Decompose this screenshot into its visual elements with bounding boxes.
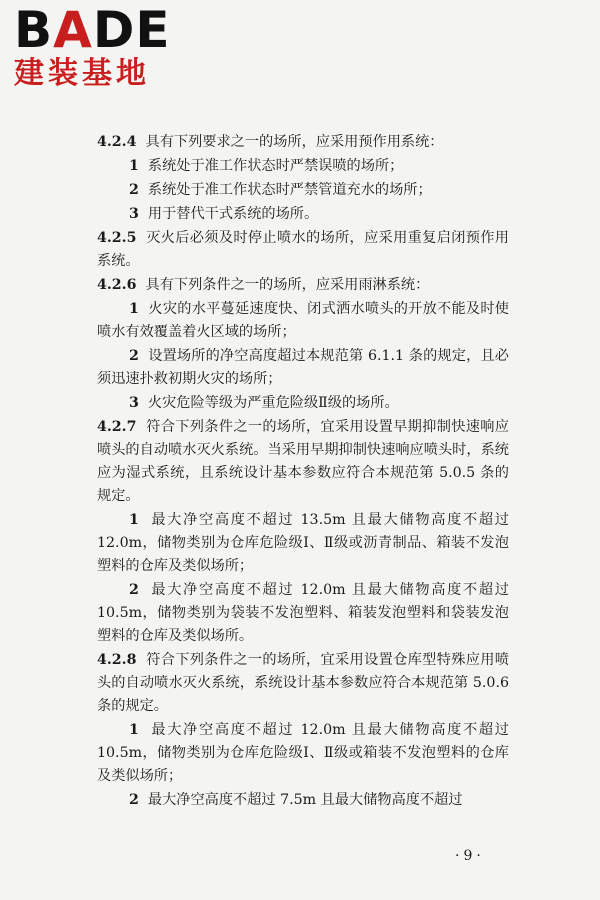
clause-4-2-4-item-3: 3 用于替代干式系统的场所。 — [129, 206, 319, 222]
clause-4-2-4-item-2: 2 系统处于准工作状态时严禁管道充水的场所； — [129, 182, 432, 198]
clause-4-2-4: 4.2.4 具有下列要求之一的场所，应采用预作用系统： — [97, 134, 444, 150]
clause-4-2-6-item-2: 2 设置场所的净空高度超过本规范第 6.1.1 条的规定，且必须迅速扑救初期火灾的场所； — [97, 348, 509, 387]
clause-4-2-4-item-1: 1 系统处于准工作状态时严禁误喷的场所； — [129, 158, 404, 174]
logo-wordmark: BADE — [14, 1, 171, 59]
logo-subtitle: 建装基地 — [14, 56, 150, 91]
bade-logo — [14, 1, 184, 96]
clause-4-2-7: 4.2.7 符合下列条件之一的场所，宜采用设置早期抑制快速响应喷头的自动喷水灭火系统。当采用早期抑制快速响应喷头时，系统应为湿式系统，且系统设计基本参数应符合本规范第 5.0.5 条的规定。 — [97, 419, 509, 504]
page-number: ·9· — [455, 848, 485, 864]
clause-4-2-6-item-3: 3 火灾危险等级为严重危险级Ⅱ级的场所。 — [129, 395, 399, 411]
clause-4-2-5: 4.2.5 灭火后必须及时停止喷水的场所，应采用重复启闭预作用系统。 — [97, 230, 509, 269]
clause-4-2-7-item-1: 1 最大净空高度不超过 13.5m 且最大储物高度不超过 12.0m，储物类别为仓库危险级Ⅰ、Ⅱ级或沥青制品、箱装不发泡塑料的仓库及类似场所； — [97, 512, 509, 574]
clause-4-2-6: 4.2.6 具有下列条件之一的场所，应采用雨淋系统： — [97, 277, 430, 293]
clause-4-2-8: 4.2.8 符合下列条件之一的场所，宜采用设置仓库型特殊应用喷头的自动喷水灭火系统，系统设计基本参数应符合本规范第 5.0.6 条的规定。 — [97, 652, 509, 714]
clause-4-2-8-item-2: 2 最大净空高度不超过 7.5m 且最大储物高度不超过 — [129, 792, 463, 808]
clause-4-2-6-item-1: 1 火灾的水平蔓延速度快、闭式洒水喷头的开放不能及时使喷水有效覆盖着火区域的场所； — [97, 301, 509, 340]
clause-4-2-8-item-1: 1 最大净空高度不超过 12.0m 且最大储物高度不超过 10.5m，储物类别为仓库危险级Ⅰ、Ⅱ级或箱装不发泡塑料的仓库及类似场所； — [97, 722, 509, 784]
clause-4-2-7-item-2: 2 最大净空高度不超过 12.0m 且最大储物高度不超过 10.5m，储物类别为袋装不发泡塑料、箱装发泡塑料和袋装发泡塑料的仓库及类似场所。 — [97, 582, 509, 644]
document-body — [97, 131, 509, 813]
